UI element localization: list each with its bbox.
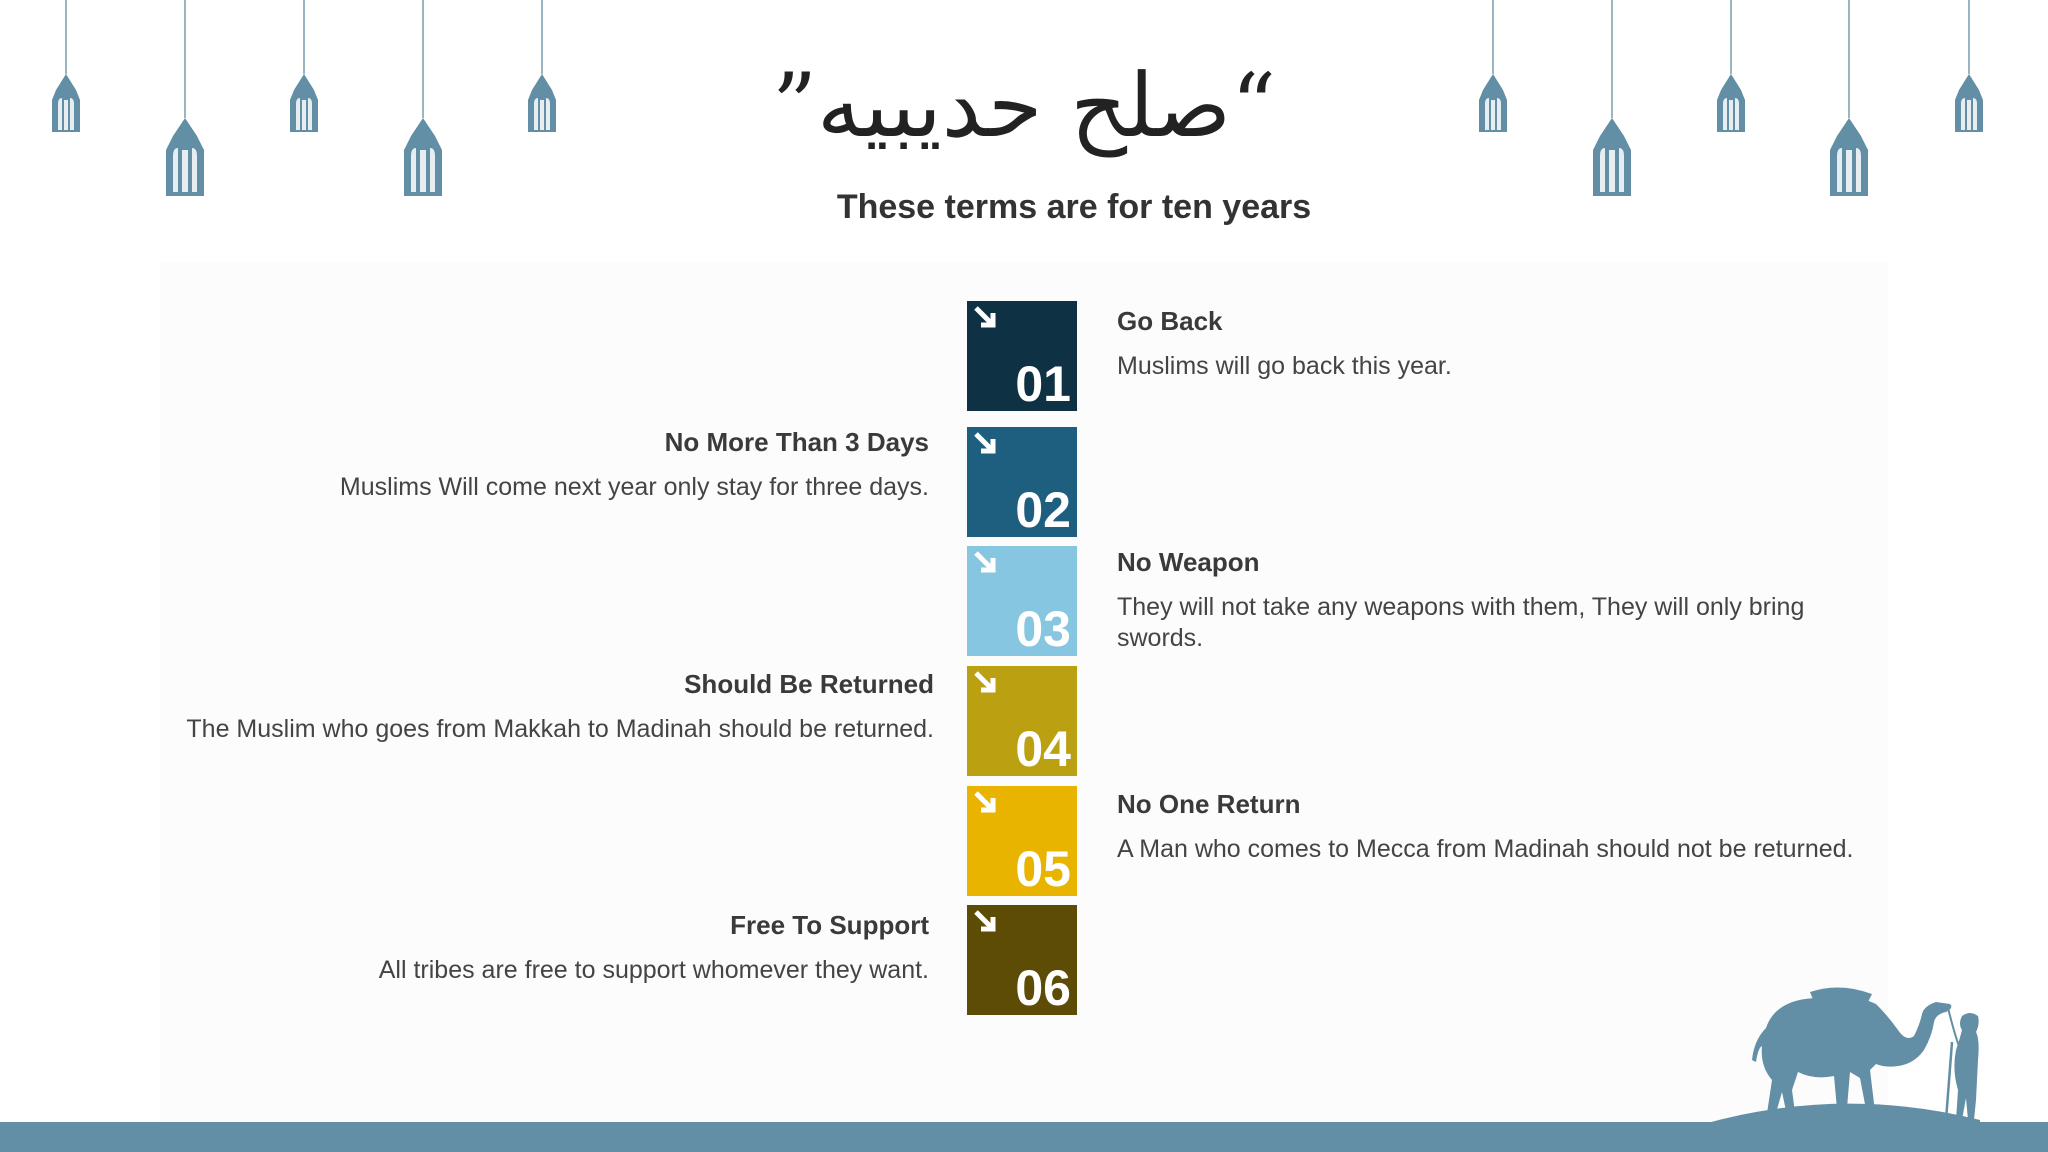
- slide-subtitle: These terms are for ten years: [836, 188, 1312, 226]
- footer-bar: [0, 1122, 2048, 1152]
- camel-silhouette-icon: [1700, 980, 1980, 1125]
- term-item-03: [1117, 547, 1847, 654]
- term-description: Muslims Will come next year only stay for three days.: [339, 473, 929, 501]
- term-heading: No More Than 3 Days: [664, 427, 929, 457]
- step-block-01: [967, 301, 1077, 411]
- term-heading: Go Back: [1117, 306, 1223, 336]
- term-description: Muslims will go back this year.: [1117, 352, 1452, 380]
- step-number: 01: [1015, 356, 1071, 412]
- step-block-06: [967, 905, 1077, 1015]
- arrow-icon: [973, 790, 1001, 818]
- step-number: 05: [1015, 841, 1071, 897]
- arrow-icon: [973, 550, 1001, 578]
- step-block-02: [967, 427, 1077, 537]
- term-item-04: [100, 669, 934, 745]
- term-description: A Man who comes to Mecca from Madinah should not be returned.: [1117, 835, 1854, 863]
- term-heading: Free To Support: [730, 910, 929, 940]
- arrow-icon: [973, 431, 1001, 459]
- term-item-01: [1117, 306, 1897, 382]
- term-heading: No One Return: [1117, 789, 1301, 819]
- term-description: They will not take any weapons with them, They will only bring swords.: [1117, 593, 1805, 652]
- step-number: 02: [1015, 482, 1071, 538]
- term-description: The Muslim who goes from Makkah to Madinah should be returned.: [186, 715, 934, 743]
- term-heading: Should Be Returned: [684, 669, 934, 699]
- term-item-02: [140, 427, 929, 503]
- term-item-06: [140, 910, 929, 986]
- arrow-icon: [973, 909, 1001, 937]
- arrow-icon: [973, 670, 1001, 698]
- term-heading: No Weapon: [1117, 547, 1260, 577]
- arrow-icon: [973, 305, 1001, 333]
- step-block-05: [967, 786, 1077, 896]
- slide-title: “صلح حديبيه”: [772, 54, 1276, 157]
- step-number: 06: [1015, 960, 1071, 1016]
- term-description: All tribes are free to support whomever they want.: [378, 956, 929, 984]
- step-number: 03: [1015, 601, 1071, 657]
- step-block-04: [967, 666, 1077, 776]
- step-number: 04: [1015, 721, 1071, 777]
- term-item-05: [1117, 789, 1897, 865]
- step-block-03: [967, 546, 1077, 656]
